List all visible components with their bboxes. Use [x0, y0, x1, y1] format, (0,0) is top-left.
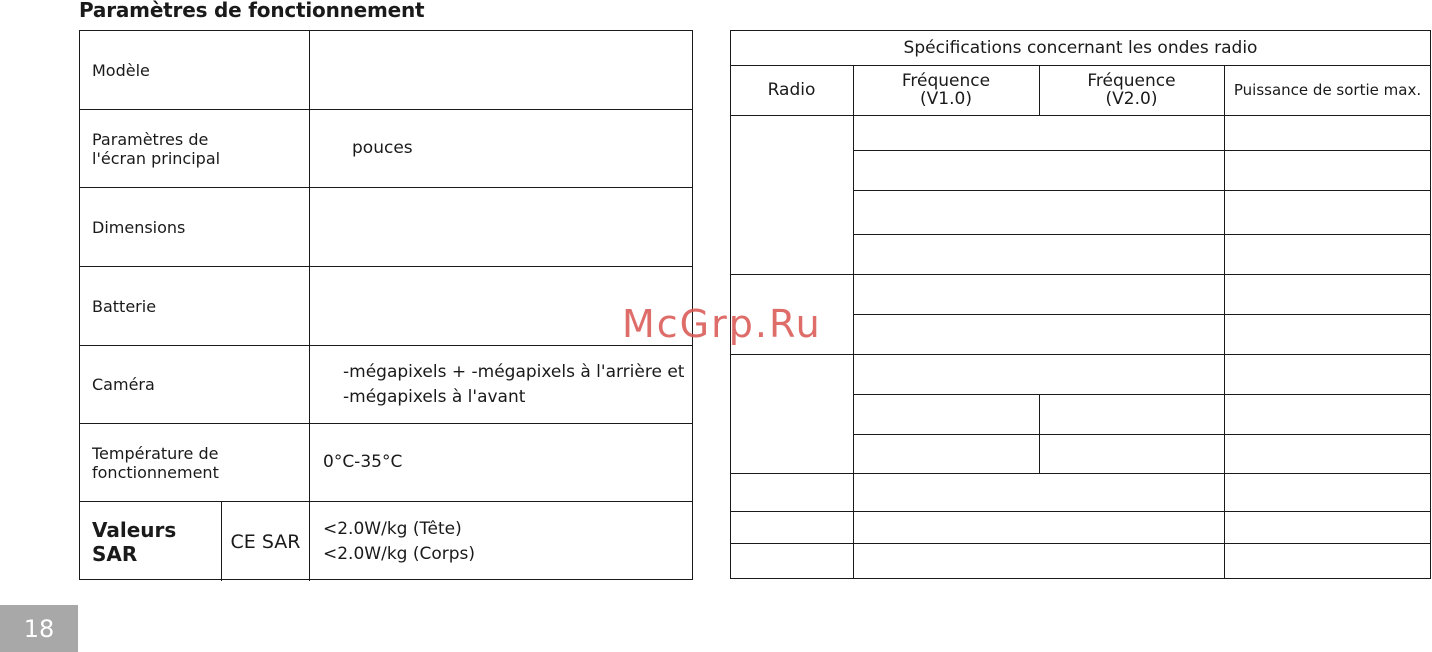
col-header-freq-v2: Fréquence (V2.0) — [1087, 71, 1176, 109]
col-divider — [1039, 394, 1040, 474]
param-row-camera — [80, 346, 692, 424]
col-header-radio: Radio — [767, 80, 816, 100]
row-divider — [853, 434, 1431, 435]
param-label-dimensions: Dimensions — [80, 188, 310, 266]
row-divider — [730, 115, 1431, 116]
row-divider — [730, 511, 1431, 512]
operating-parameters-table — [79, 30, 693, 580]
param-value-model — [310, 31, 692, 109]
param-value-dimensions — [310, 188, 692, 266]
radio-spec-table — [730, 30, 1431, 579]
param-value-screen: pouces — [352, 138, 413, 158]
param-row-screen — [80, 110, 692, 188]
page-number: 18 — [0, 605, 78, 652]
sar-label: Valeurs SAR — [80, 502, 222, 581]
page-title: Paramètres de fonctionnement — [79, 0, 425, 22]
col-header-max-power: Puissance de sortie max. — [1233, 81, 1422, 99]
row-divider — [730, 543, 1431, 544]
col-header-freq-v1: Fréquence (V1.0) — [901, 71, 991, 109]
row-divider — [853, 190, 1431, 191]
col-divider — [1224, 65, 1225, 579]
sar-standard: CE SAR — [222, 502, 310, 581]
row-divider — [730, 473, 1431, 474]
param-value-temperature: 0°C-35°C — [323, 452, 403, 472]
row-divider — [853, 234, 1431, 235]
param-label-model: Modèle — [80, 31, 310, 109]
param-label-battery: Batterie — [80, 267, 310, 345]
row-divider — [853, 150, 1431, 151]
row-divider — [730, 274, 1431, 275]
row-divider — [853, 394, 1431, 395]
sar-row — [80, 502, 692, 581]
row-divider — [853, 314, 1431, 315]
param-row-battery — [80, 267, 692, 346]
row-divider — [730, 354, 1431, 355]
param-value-camera: -mégapixels + -mégapixels à l'arrière et -mégapixels à l'avant — [343, 361, 685, 407]
radio-spec-header: Spécifications concernant les ondes radio — [903, 37, 1258, 58]
col-divider — [853, 65, 854, 579]
param-label-screen: Paramètres de l'écran principal — [80, 110, 310, 187]
param-row-model — [80, 31, 692, 110]
watermark: McGrp.Ru — [622, 302, 822, 346]
param-label-camera: Caméra — [80, 346, 310, 423]
param-row-dimensions — [80, 188, 692, 267]
sar-values: <2.0W/kg (Tête) <2.0W/kg (Corps) — [323, 518, 476, 564]
param-label-temperature: Température de fonctionnement — [80, 424, 310, 501]
param-row-temperature — [80, 424, 692, 502]
